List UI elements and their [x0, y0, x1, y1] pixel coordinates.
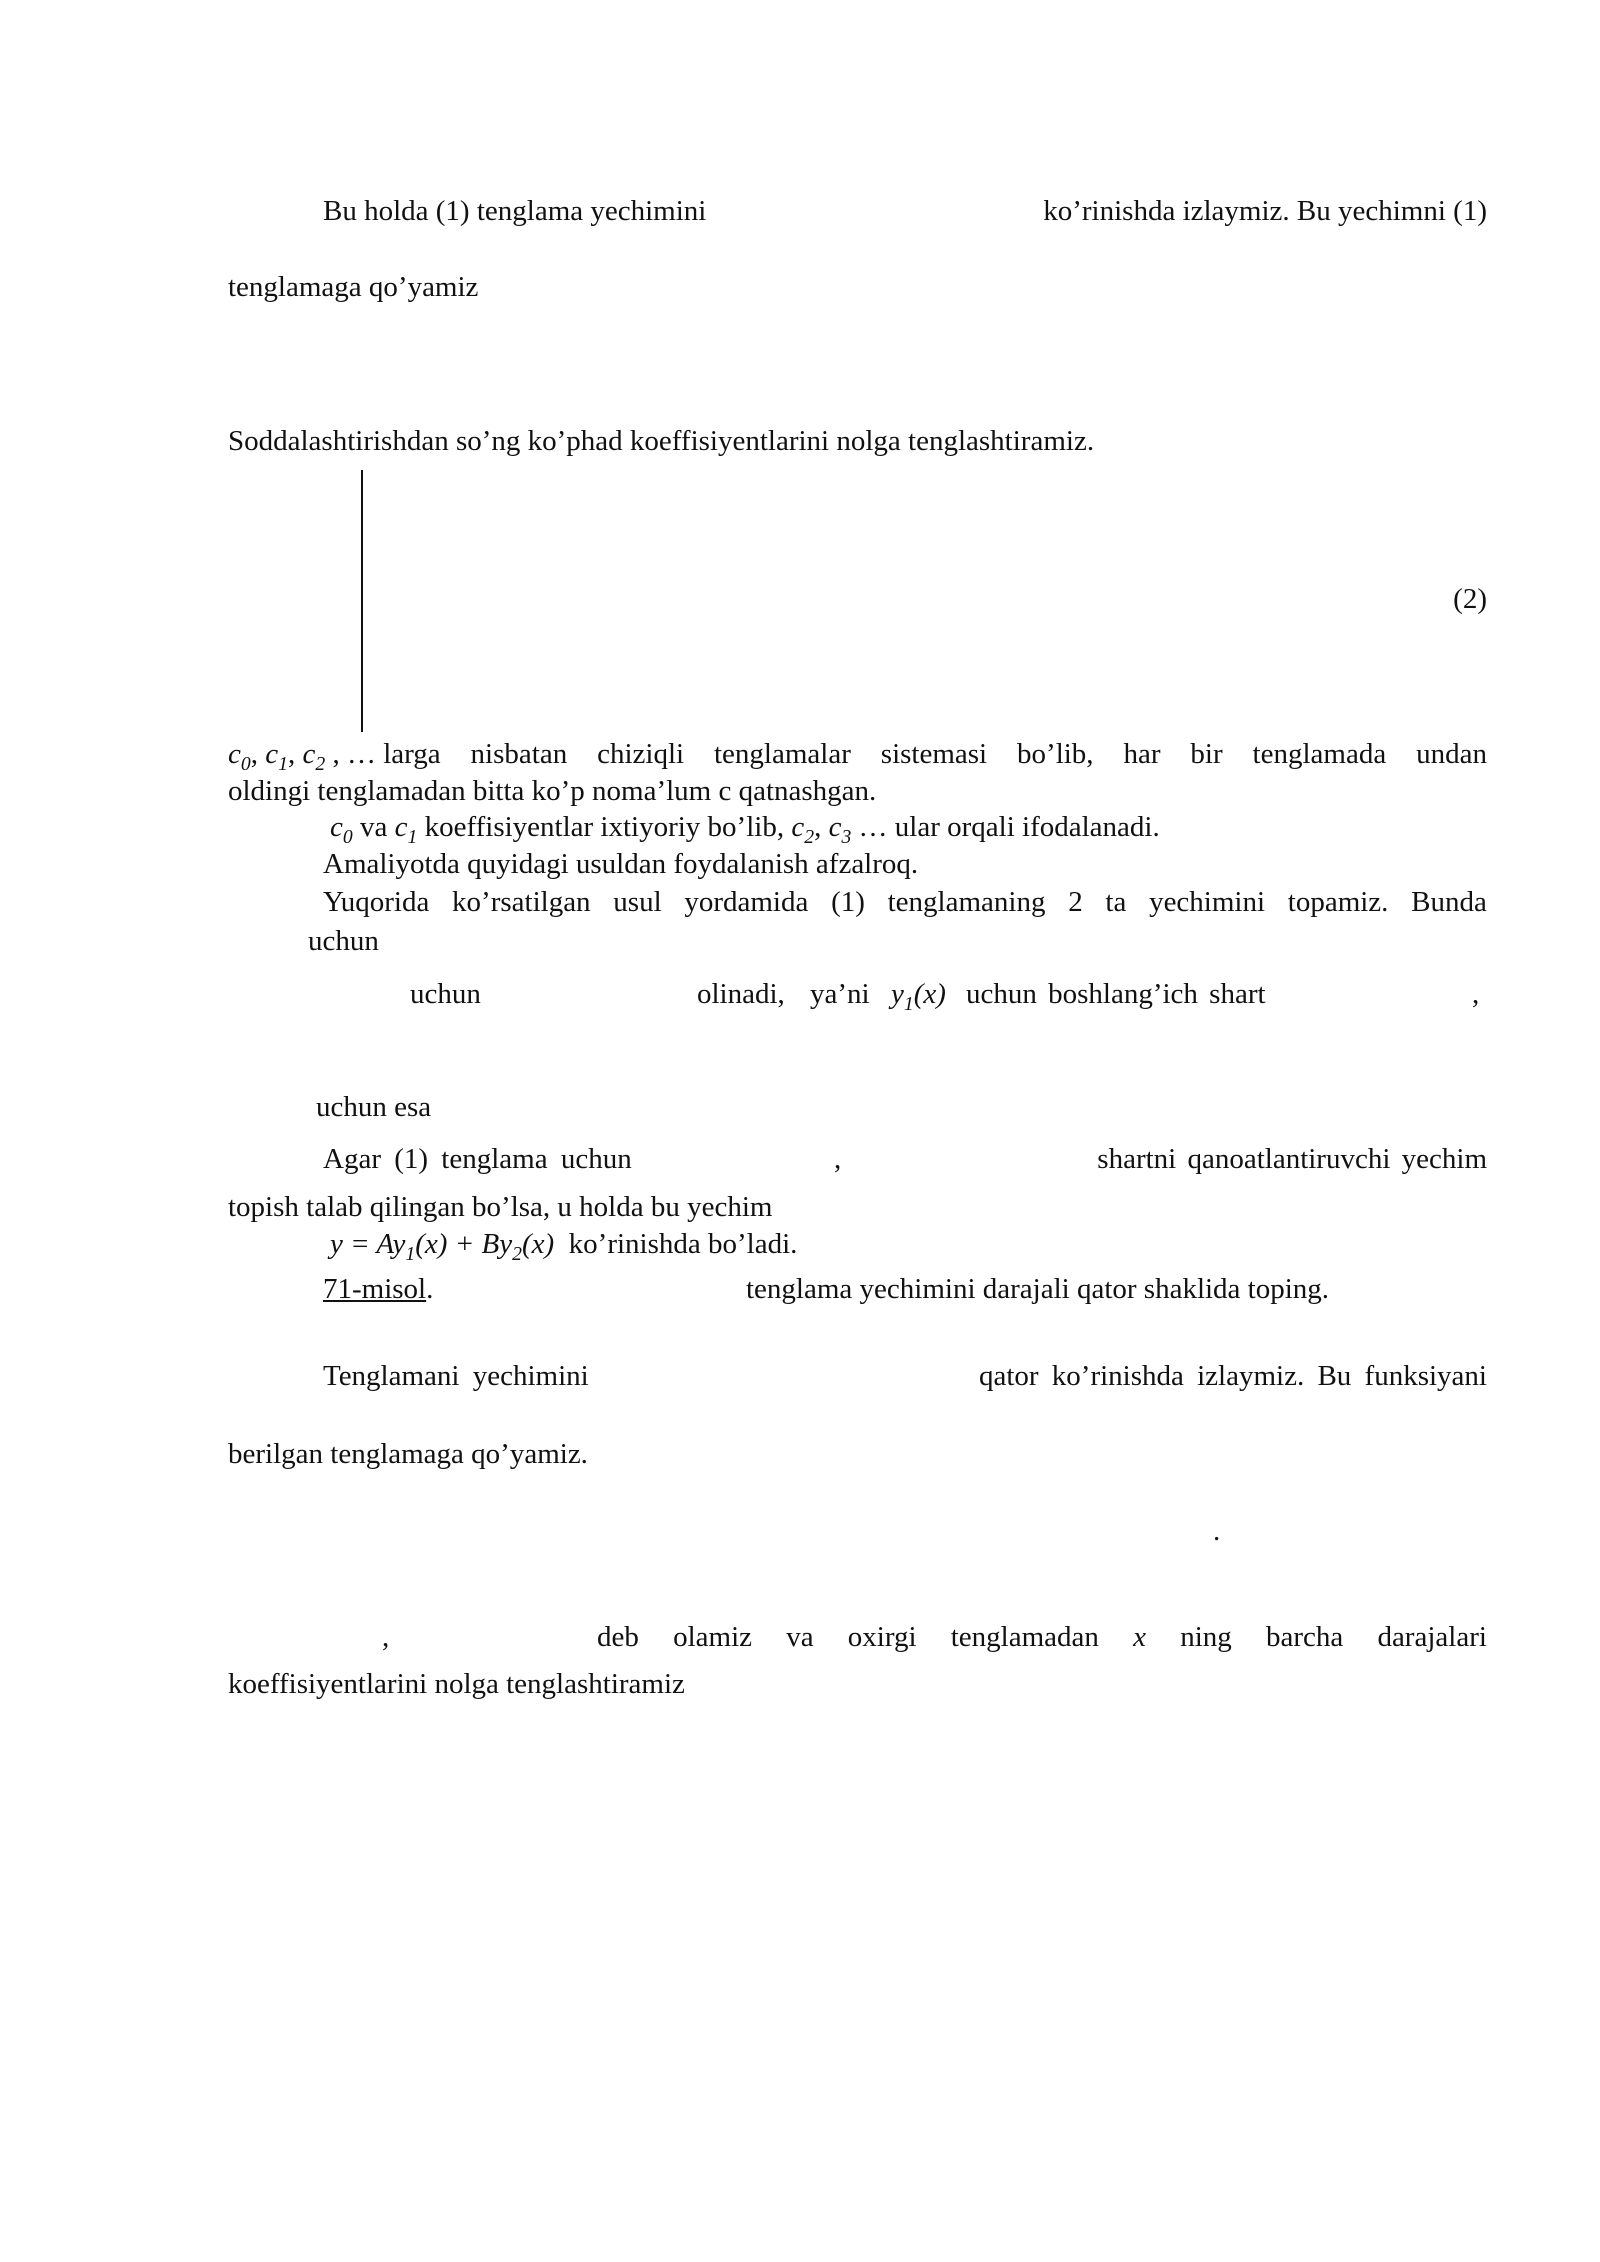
- p6-line2: uchun: [308, 925, 379, 957]
- p12-line1-right: qator ko’rinishda izlaymiz. Bu funksiyani: [978, 1360, 1487, 1392]
- p8-line: uchun esa: [316, 1091, 432, 1123]
- word: (1): [831, 886, 865, 918]
- word: oxirgi: [847, 1621, 917, 1653]
- p3-line2: oldingi tenglamadan bitta ko’p noma’lum c qatnashgan.: [228, 775, 877, 807]
- p3-line1: [228, 740, 1487, 775]
- p11-text: tenglama yechimini darajali qator shaklida toping.: [746, 1273, 1330, 1305]
- p7-rest: uchun boshlang’ich shart: [966, 978, 1266, 1010]
- word: undan: [1416, 738, 1487, 770]
- word: x: [1133, 1621, 1146, 1653]
- word: darajalari: [1377, 1621, 1487, 1653]
- p7-uchun: uchun: [410, 978, 481, 1010]
- p14-line2: koeffisiyentlarini nolga tenglashtiramiz: [228, 1668, 685, 1700]
- p12-line2: berilgan tenglamaga qo’yamiz.: [228, 1438, 588, 1470]
- word: va: [786, 1621, 814, 1653]
- p1-line1-left: Bu holda (1) tenglama yechimini: [323, 195, 707, 227]
- p9-comma: ,: [834, 1143, 842, 1175]
- p9-line1-left: Agar (1) tenglama uchun: [323, 1143, 632, 1175]
- word: barcha: [1265, 1621, 1344, 1653]
- system-brace-bar: [361, 470, 363, 732]
- p12-line1-left: Tenglamani yechimini: [323, 1360, 589, 1392]
- word: olamiz: [673, 1621, 752, 1653]
- word: Bunda: [1411, 886, 1487, 918]
- formula-end-dot: .: [1213, 1515, 1221, 1547]
- p1-line2: tenglamaga qo’yamiz: [228, 271, 479, 303]
- p9-line1-right: shartni qanoatlantiruvchi yechim: [1097, 1143, 1487, 1175]
- word: Yuqorida: [323, 886, 430, 918]
- word: 2: [1068, 886, 1083, 918]
- word: yechimini: [1149, 886, 1266, 918]
- example-label: 71-misol.: [323, 1273, 434, 1305]
- word: tenglamada: [1252, 738, 1387, 770]
- p5-line: Amaliyotda quyidagi usuldan foydalanish afzalroq.: [323, 848, 919, 880]
- word: nisbatan: [470, 738, 568, 770]
- p7-y1x: $y_1(x)$: [891, 978, 946, 1015]
- word: deb: [597, 1621, 639, 1653]
- p7-comma: ,: [1472, 978, 1480, 1010]
- p7-olinadi: olinadi,: [697, 978, 785, 1010]
- word: sistemasi: [880, 738, 988, 770]
- p6-line1: [323, 888, 1487, 917]
- p9-line2: topish talab qilingan bo’lsa, u holda bu yechim: [228, 1191, 773, 1223]
- word: tenglamadan: [950, 1621, 1099, 1653]
- p2-line: Soddalashtirishdan so’ng ko’phad koeffisiyentlarini nolga tenglashtiramiz.: [228, 425, 1095, 457]
- word: ta: [1105, 886, 1127, 918]
- word: ning: [1180, 1621, 1232, 1653]
- p7-yani: ya’ni: [810, 978, 870, 1010]
- word: tenglamalar: [714, 738, 851, 770]
- word: bo’lib,: [1017, 738, 1094, 770]
- word: yordamida: [684, 886, 809, 918]
- equation-number: (2): [1453, 583, 1487, 615]
- p14-comma: ,: [382, 1621, 390, 1653]
- p1-line1-right: ko’rinishda izlaymiz. Bu yechimni (1): [1043, 195, 1487, 227]
- word: topamiz.: [1287, 886, 1389, 918]
- word: chiziqli: [597, 738, 685, 770]
- p3-c-terms: $c_0$, $c_1$, $c_2$ , … larga: [228, 738, 441, 775]
- p4-line: $c_0$ va $c_1$ koeffisiyentlar ixtiyoriy bo’lib, $c_2$, $c_3$ … ular orqali ifodalanadi.: [330, 811, 1160, 848]
- word: usul: [613, 886, 662, 918]
- word: bir: [1190, 738, 1223, 770]
- p10-formula: $y = Ay_1(x) + By_2(x)$ ko’rinishda bo’ladi.: [330, 1228, 798, 1265]
- word: har: [1123, 738, 1161, 770]
- p14-line1: [597, 1623, 1487, 1652]
- word: tenglamaning: [887, 886, 1046, 918]
- word: ko’rsatilgan: [452, 886, 591, 918]
